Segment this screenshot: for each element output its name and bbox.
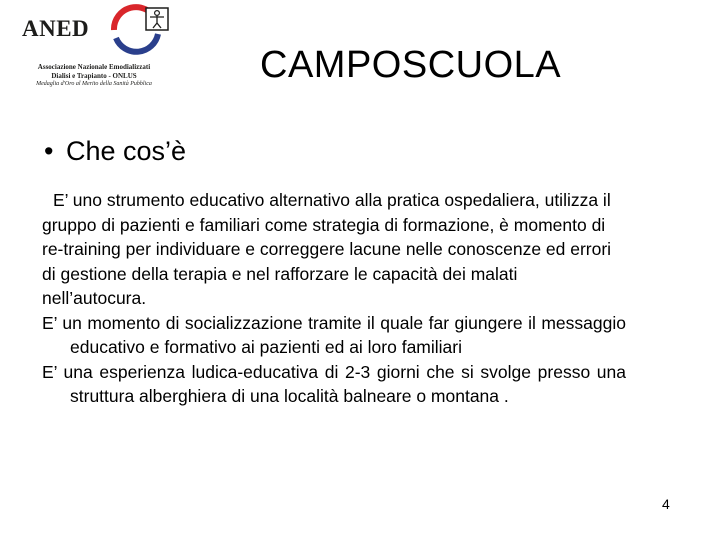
logo-tagline: Medaglia d'Oro al Merito della Sanità Pubblica [36, 81, 152, 87]
logo-subtitle: Dialisi e Trapianto - ONLUS [51, 72, 137, 80]
intro-paragraph: E’ uno strumento educativo alternativo alla pratica ospedaliera, utilizza il gruppo di pazienti e familiari come strategia di formazione, è momento di re-training per individuare e correggere lacune nelle conoscenze ed errori di gestione della terapia e nel rafforzare le capacità dei malati nell’autocura. [42, 190, 612, 308]
page-number: 4 [662, 496, 670, 512]
list-item: E’ un momento di socializzazione tramite il quale far giungere il messaggio educativo e formativo ai pazienti ed ai loro familiari [42, 312, 626, 357]
bullet-symbol: • [44, 136, 54, 166]
aned-logo [14, 2, 174, 97]
list-item: E’ una esperienza ludica-educativa di 2-3 giorni che si svolge presso una struttura alberghiera di una località balneare o montana . [42, 361, 626, 406]
bullet-heading-text: Che cos’è [66, 136, 187, 166]
slide-title: CAMPOSCUOLA [260, 44, 562, 86]
body-text [42, 188, 626, 409]
logo-association-name: Associazione Nazionale Emodializzati [37, 63, 151, 71]
logo-wordmark: ANED [22, 16, 90, 41]
aned-emblem-icon [106, 2, 176, 58]
bullet-heading [44, 136, 186, 167]
